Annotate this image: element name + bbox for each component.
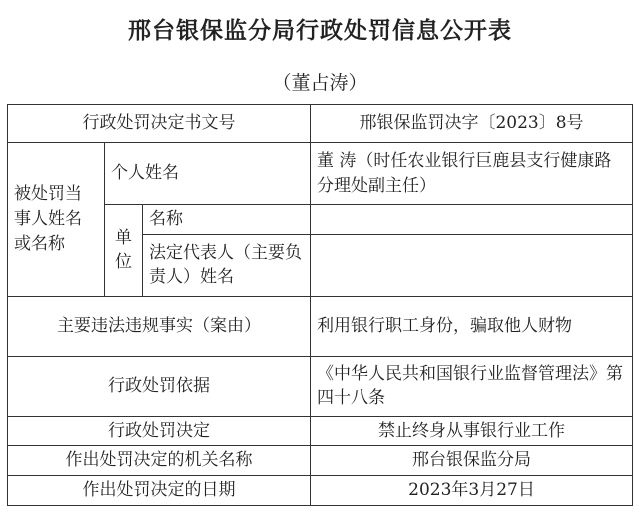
- table-row: [8, 356, 633, 416]
- table-row: [8, 296, 633, 356]
- date-value: 2023年3月27日: [311, 475, 633, 505]
- table-row: [8, 105, 633, 143]
- basis-value: 《中华人民共和国银行业监督管理法》第四十八条: [311, 356, 633, 416]
- table-row: [8, 446, 633, 476]
- unit-name-label: 名称: [143, 205, 311, 235]
- page-subtitle: （董占涛）: [272, 72, 368, 94]
- personal-name-label: 个人姓名: [105, 143, 311, 205]
- doc-number-label: 行政处罚决定书文号: [8, 105, 311, 143]
- penalty-info-table: [7, 104, 633, 506]
- decision-label: 行政处罚决定: [8, 416, 311, 446]
- personal-name-value: 董 涛（时任农业银行巨鹿县支行健康路分理处副主任）: [311, 143, 633, 205]
- decision-value: 禁止终身从事银行业工作: [311, 416, 633, 446]
- facts-value: 利用银行职工身份，骗取他人财物: [311, 296, 633, 356]
- authority-value: 邢台银保监分局: [311, 446, 633, 476]
- unit-label: 单位: [105, 205, 143, 297]
- unit-name-value: [311, 205, 633, 235]
- facts-label: 主要违法违规事实（案由）: [8, 296, 311, 356]
- table-row: [8, 416, 633, 446]
- date-label: 作出处罚决定的日期: [8, 475, 311, 505]
- authority-label: 作出处罚决定的机关名称: [8, 446, 311, 476]
- page-title: 邢台银保监分局行政处罚信息公开表: [128, 18, 512, 44]
- legal-rep-label: 法定代表人（主要负责人）姓名: [143, 234, 311, 296]
- table-row: [8, 475, 633, 505]
- doc-number-value: 邢银保监罚决字〔2023〕8号: [311, 105, 633, 143]
- legal-rep-value: [311, 234, 633, 296]
- basis-label: 行政处罚依据: [8, 356, 311, 416]
- party-label: 被处罚当事人姓名或名称: [8, 143, 105, 297]
- table-row: [8, 143, 633, 205]
